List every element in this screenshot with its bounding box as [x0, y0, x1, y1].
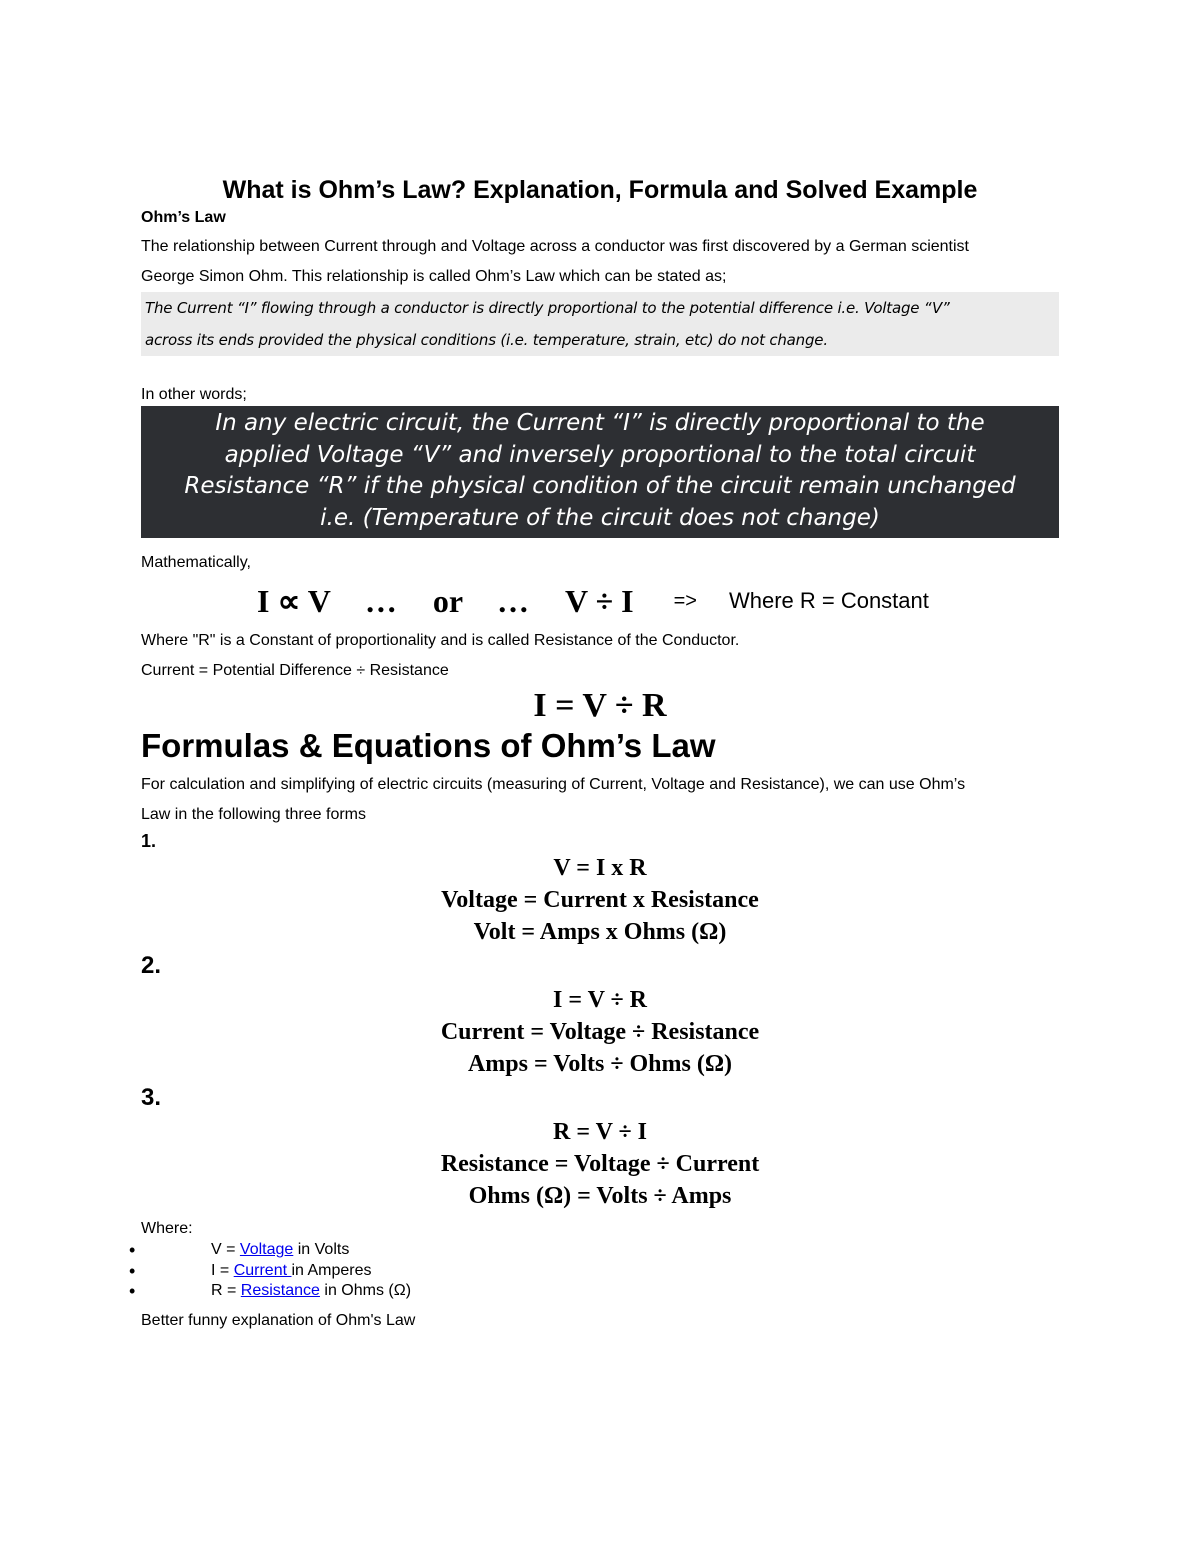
definition-suffix: in Amperes	[291, 1261, 372, 1279]
form-number-2: 2.	[141, 952, 162, 979]
proportion-expression	[257, 582, 634, 620]
form-3-equation: R = V ÷ I	[553, 1119, 647, 1145]
definition-prefix: I =	[211, 1261, 234, 1279]
definition-prefix: R =	[211, 1282, 241, 1299]
law-statement-box	[141, 292, 1059, 356]
highlight-line-3: Resistance “R” if the physical condition of the circuit remain unchanged	[184, 473, 1016, 499]
bullet-icon: •	[129, 1260, 136, 1281]
form-2-equation: I = V ÷ R	[553, 987, 647, 1013]
in-other-words-label: In other words;	[141, 386, 247, 403]
footer-text: Better funny explanation of Ohm's Law	[141, 1311, 416, 1329]
current-definition: Current = Potential Difference ÷ Resistance	[141, 662, 449, 679]
definition-resistance	[129, 1281, 1059, 1302]
proportion-dots-2: …	[497, 583, 530, 619]
definition-suffix: in Volts	[293, 1241, 350, 1258]
formulas-intro-line-1: For calculation and simplifying of electric circuits (measuring of Current, Voltage and Resistance), we can use Ohm’s	[141, 776, 966, 793]
definition-suffix: in Ohms (Ω)	[319, 1282, 412, 1299]
definitions-list	[129, 1240, 1059, 1302]
form-3-words: Resistance = Voltage ÷ Current	[440, 1151, 760, 1177]
bullet-icon: •	[129, 1240, 136, 1260]
constant-note: Where "R" is a Constant of proportionality and is called Resistance of the Conductor.	[141, 632, 740, 649]
form-2-words: Current = Voltage ÷ Resistance	[440, 1019, 760, 1045]
form-number-1: 1.	[141, 831, 157, 851]
highlight-box	[141, 406, 1059, 538]
form-number-3: 3.	[141, 1084, 162, 1111]
highlight-line-2: applied Voltage “V” and inversely proportional to the total circuit	[224, 441, 976, 468]
intro-line-1: The relationship between Current through and Voltage across a conductor was first discovered by a German scientist	[141, 238, 969, 255]
formulas-heading: Formulas & Equations of Ohm’s Law	[141, 727, 716, 764]
definition-current	[129, 1260, 1059, 1282]
formulas-intro-line-2: Law in the following three forms	[141, 806, 366, 823]
proportion-line	[141, 578, 1059, 624]
form-1-units: Volt = Amps x Ohms (Ω)	[473, 919, 727, 945]
definition-prefix: V =	[211, 1241, 240, 1258]
form-1-words: Voltage = Current x Resistance	[441, 887, 759, 913]
form-2-units: Amps = Volts ÷ Ohms (Ω)	[467, 1051, 733, 1077]
where-label: Where:	[141, 1220, 193, 1237]
bullet-icon: •	[129, 1281, 136, 1301]
document-page	[129, 172, 1059, 1336]
highlight-line-4: i.e. (Temperature of the circuit does not change)	[320, 504, 880, 531]
proportion-or: or	[432, 583, 464, 619]
law-statement-line-1: The Current “I” flowing through a conductor is directly proportional to the potential difference i.e. Voltage “V”	[145, 299, 950, 317]
page-title: What is Ohm’s Law? Explanation, Formula and Solved Example	[222, 176, 978, 204]
resistance-link[interactable]: Resistance	[240, 1282, 320, 1299]
section-subheading: Ohm’s Law	[141, 209, 226, 226]
implies-arrow: =>	[673, 589, 697, 612]
current-link[interactable]: Current	[233, 1261, 292, 1279]
intro-line-2: George Simon Ohm. This relationship is called Ohm’s Law which can be stated as;	[141, 268, 727, 285]
proportion-i-v: I ∝ V	[257, 583, 331, 619]
highlight-line-1: In any electric circuit, the Current “I” is directly proportional to the	[215, 410, 985, 436]
form-1-equation: V = I x R	[553, 855, 647, 881]
definition-voltage	[129, 1240, 1059, 1261]
mathematically-label: Mathematically,	[141, 554, 251, 571]
form-3-units: Ohms (Ω) = Volts ÷ Amps	[468, 1183, 732, 1209]
proportion-v-i: V ÷ I	[565, 583, 634, 619]
proportion-dots-1: …	[364, 583, 397, 619]
main-equation: I = V ÷ R	[533, 687, 667, 724]
law-statement-line-2: across its ends provided the physical conditions (i.e. temperature, strain, etc) do not change.	[145, 331, 828, 349]
voltage-link[interactable]: Voltage	[239, 1241, 294, 1258]
r-constant-note: Where R = Constant	[728, 588, 929, 613]
